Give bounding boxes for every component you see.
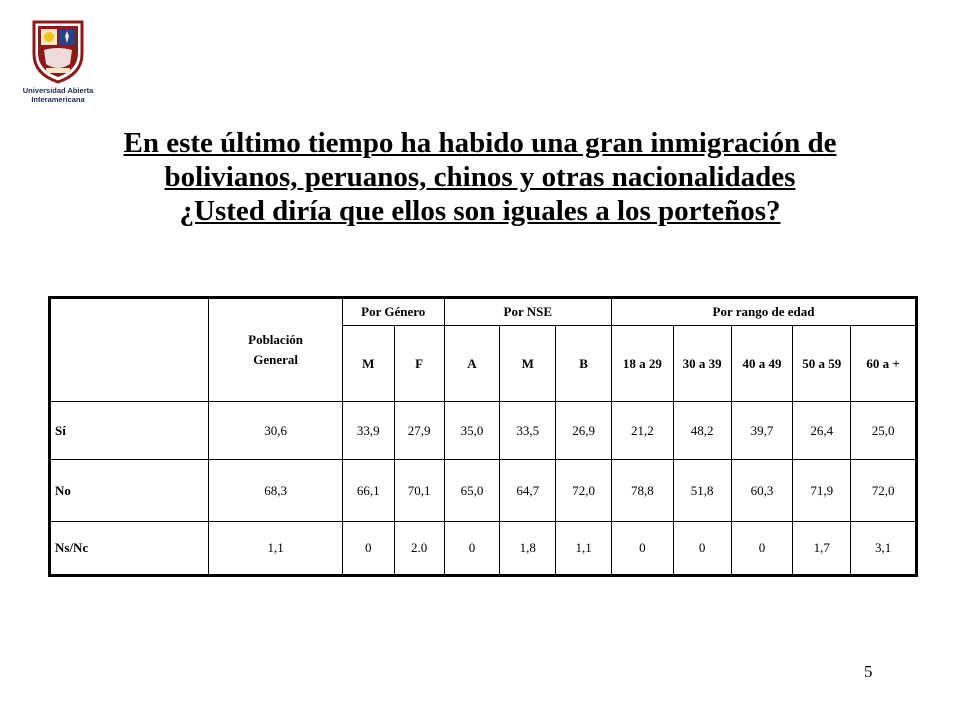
subheader-genero-m: M	[342, 326, 394, 402]
university-logo	[18, 20, 98, 104]
table-cell: 0	[444, 522, 500, 576]
table-cell: 30,6	[209, 402, 343, 460]
table-cell: 1,1	[556, 522, 612, 576]
table-cell: 25,0	[851, 402, 917, 460]
sun-icon	[44, 32, 54, 42]
table-cell: 0	[611, 522, 673, 576]
title-line2: bolivianos, peruanos, chinos y otras nacionalidades	[164, 161, 796, 193]
logo-text-line1: Universidad Abierta	[22, 86, 94, 95]
header-poblacion-line2: General	[253, 352, 298, 367]
table-cell: 51,8	[673, 460, 731, 522]
slide-title	[0, 126, 960, 228]
table-cell: 70,1	[394, 460, 444, 522]
row-label-nsnc: Ns/Nc	[50, 522, 209, 576]
table-cell: 72,0	[556, 460, 612, 522]
table-cell: 33,5	[500, 402, 556, 460]
results-table	[48, 296, 918, 577]
table-cell: 27,9	[394, 402, 444, 460]
table-cell: 78,8	[611, 460, 673, 522]
table-cell: 1,7	[793, 522, 851, 576]
table-cell: 0	[342, 522, 394, 576]
corner-cell	[50, 298, 209, 402]
subheader-nse-a: A	[444, 326, 500, 402]
table-cell: 0	[673, 522, 731, 576]
table-cell: 72,0	[851, 460, 917, 522]
subheader-edad-40-49: 40 a 49	[731, 326, 793, 402]
table-cell: 3,1	[851, 522, 917, 576]
table-row	[50, 402, 917, 460]
table-cell: 39,7	[731, 402, 793, 460]
subheader-edad-30-39: 30 a 39	[673, 326, 731, 402]
subheader-edad-60-plus: 60 a +	[851, 326, 917, 402]
table-cell: 60,3	[731, 460, 793, 522]
table-cell: 1,8	[500, 522, 556, 576]
page-number: 5	[864, 662, 873, 681]
subheader-nse-b: B	[556, 326, 612, 402]
table-cell: 0	[731, 522, 793, 576]
table-cell: 26,4	[793, 402, 851, 460]
table-row	[50, 522, 917, 576]
subheader-nse-m: M	[500, 326, 556, 402]
header-nse: Por NSE	[444, 298, 611, 326]
header-poblacion	[209, 298, 343, 402]
row-label-no: No	[50, 460, 209, 522]
table-cell: 1,1	[209, 522, 343, 576]
title-line3: ¿Usted diría que ellos son iguales a los porteños?	[179, 195, 781, 227]
table-cell: 68,3	[209, 460, 343, 522]
title-line1: En este último tiempo ha habido una gran inmigración de	[123, 127, 837, 159]
subheader-edad-50-59: 50 a 59	[793, 326, 851, 402]
table-cell: 71,9	[793, 460, 851, 522]
table-cell: 33,9	[342, 402, 394, 460]
logo-text-line2: Interamericana	[31, 95, 85, 104]
table-cell: 2.0	[394, 522, 444, 576]
row-label-si: Sí	[50, 402, 209, 460]
subheader-genero-f: F	[394, 326, 444, 402]
header-poblacion-line1: Población	[248, 332, 304, 347]
table-row	[50, 460, 917, 522]
table-cell: 21,2	[611, 402, 673, 460]
shield-icon	[32, 20, 84, 84]
header-edad: Por rango de edad	[611, 298, 916, 326]
table-cell: 26,9	[556, 402, 612, 460]
table-cell: 35,0	[444, 402, 500, 460]
header-row	[50, 298, 917, 326]
subheader-edad-18-29: 18 a 29	[611, 326, 673, 402]
header-genero: Por Género	[342, 298, 444, 326]
table-cell: 66,1	[342, 460, 394, 522]
table-cell: 64,7	[500, 460, 556, 522]
table-cell: 65,0	[444, 460, 500, 522]
table-cell: 48,2	[673, 402, 731, 460]
map-icon	[44, 48, 72, 68]
